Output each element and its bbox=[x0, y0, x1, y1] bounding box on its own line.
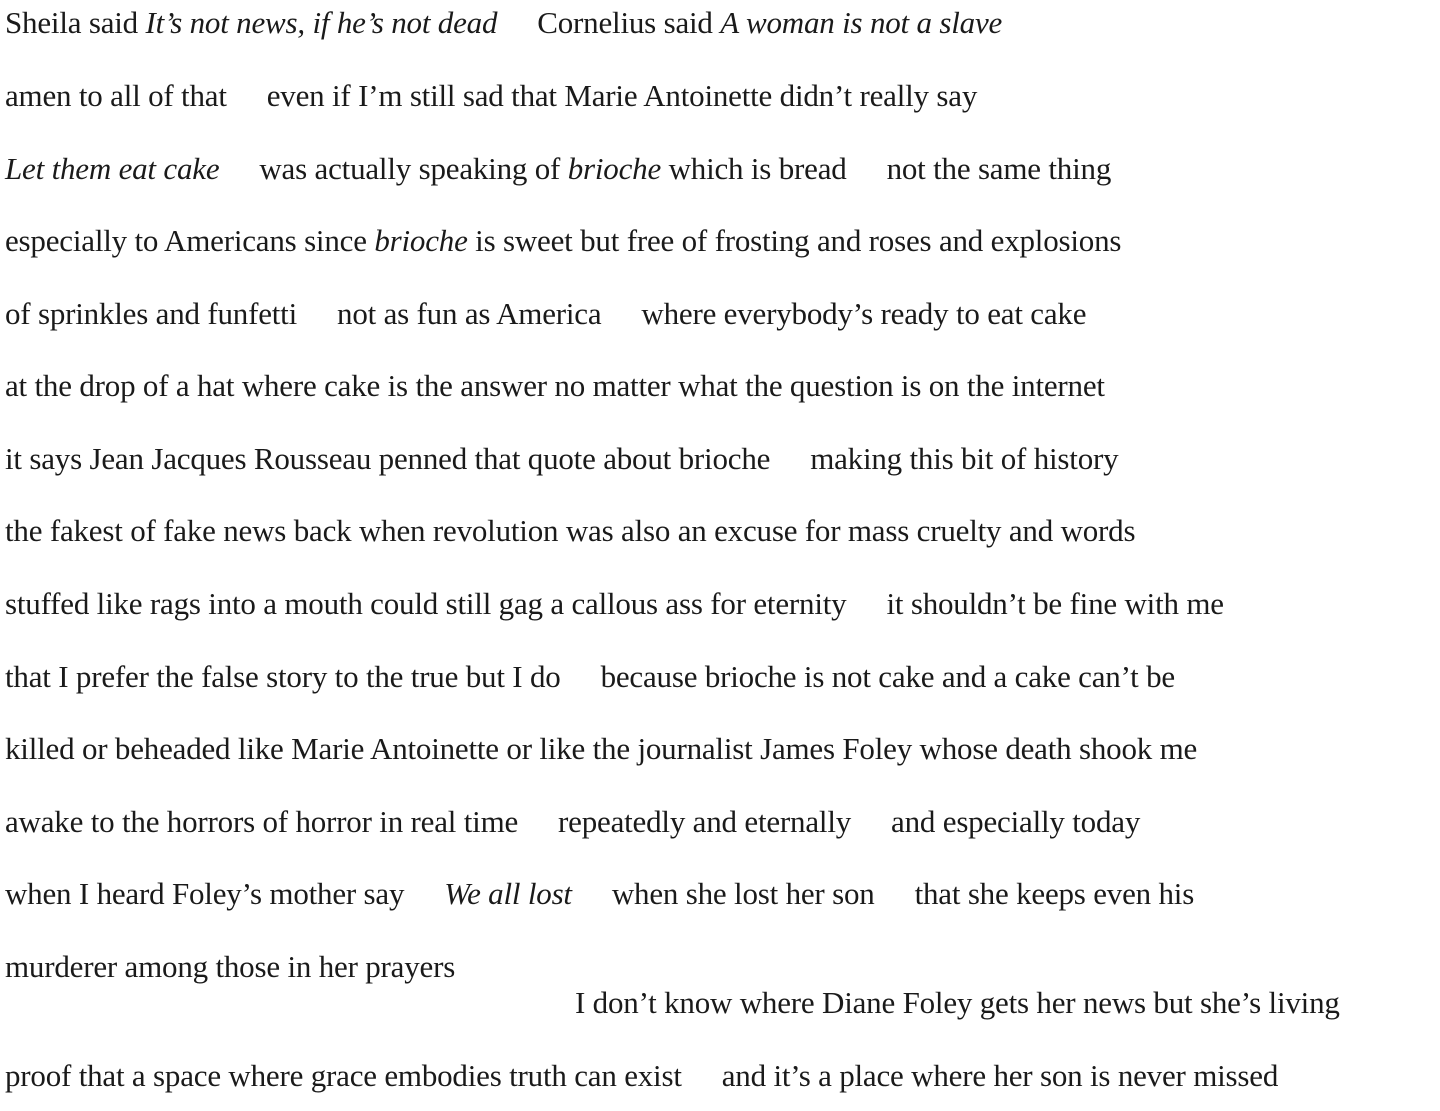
poem-italic-phrase: Let them eat cake bbox=[5, 151, 220, 186]
poem-line bbox=[5, 149, 1111, 189]
poem-italic-phrase: brioche bbox=[374, 223, 468, 258]
poem-line bbox=[5, 1056, 1278, 1096]
poem-phrase: even if I’m still sad that Marie Antoinette didn’t really say bbox=[266, 78, 978, 113]
poem-line bbox=[5, 802, 1140, 842]
poem-phrase: because brioche is not cake and a cake can’t be bbox=[600, 659, 1175, 694]
poem-line bbox=[5, 366, 1105, 406]
poem-phrase: when she lost her son bbox=[611, 876, 875, 911]
poem-phrase: that I prefer the false story to the true but I do bbox=[5, 659, 561, 694]
poem-line bbox=[5, 439, 1118, 479]
poem-italic-phrase: A woman is not a slave bbox=[720, 5, 1003, 40]
poem-phrase: Sheila said bbox=[5, 5, 146, 40]
poem-line bbox=[5, 947, 455, 987]
poem-phrase: the fakest of fake news back when revolution was also an excuse for mass cruelty and words bbox=[5, 513, 1136, 548]
poem-phrase: where everybody’s ready to eat cake bbox=[641, 296, 1087, 331]
poem-phrase: repeatedly and eternally bbox=[558, 804, 852, 839]
poem-italic-phrase: brioche bbox=[567, 151, 662, 186]
poem-phrase: amen to all of that bbox=[5, 78, 227, 113]
poem-italic-phrase: It’s not news, if he’s not dead bbox=[145, 5, 498, 40]
poem-phrase: I don’t know where Diane Foley gets her news but she’s living bbox=[575, 985, 1340, 1020]
poem-phrase: stuffed like rags into a mouth could still gag a callous ass for eternity bbox=[5, 586, 847, 621]
poem-line bbox=[5, 511, 1135, 551]
poem-phrase: that she keeps even his bbox=[914, 876, 1195, 911]
poem-phrase: of sprinkles and funfetti bbox=[5, 296, 298, 331]
poem-italic-phrase: We all lost bbox=[444, 876, 572, 911]
poem-phrase: when I heard Foley’s mother say bbox=[5, 876, 405, 911]
poem-phrase: murderer among those in her prayers bbox=[5, 949, 456, 984]
poem-phrase: it shouldn’t be fine with me bbox=[886, 586, 1224, 621]
poem-phrase: and especially today bbox=[891, 804, 1141, 839]
poem-phrase: not as fun as America bbox=[337, 296, 602, 331]
poem-phrase: is sweet but free of frosting and roses and explosions bbox=[467, 223, 1122, 258]
poem-line bbox=[5, 221, 1121, 261]
poem-phrase: was actually speaking of bbox=[259, 151, 568, 186]
poem-line bbox=[5, 584, 1224, 624]
poem-phrase: especially to Americans since bbox=[5, 223, 375, 258]
poem-line bbox=[5, 657, 1175, 697]
poem-phrase: making this bit of history bbox=[810, 441, 1119, 476]
poem-line bbox=[5, 3, 1002, 43]
poem-phrase: Cornelius said bbox=[537, 5, 721, 40]
poem-phrase: at the drop of a hat where cake is the answer no matter what the question is on the internet bbox=[5, 368, 1105, 403]
poem-line bbox=[5, 729, 1197, 769]
poem-phrase: it says Jean Jacques Rousseau penned that quote about brioche bbox=[5, 441, 771, 476]
poem-phrase: awake to the horrors of horror in real time bbox=[5, 804, 519, 839]
poem-line bbox=[575, 983, 1340, 1023]
poem-line bbox=[5, 76, 977, 116]
poem-phrase: which is bread bbox=[661, 151, 847, 186]
poem-line bbox=[5, 294, 1086, 334]
poem-phrase: proof that a space where grace embodies truth can exist bbox=[5, 1058, 682, 1093]
poem-phrase: not the same thing bbox=[886, 151, 1112, 186]
poem-phrase: killed or beheaded like Marie Antoinette or like the journalist James Foley whose death shook me bbox=[5, 731, 1198, 766]
poem-phrase: and it’s a place where her son is never missed bbox=[721, 1058, 1279, 1093]
poem-line bbox=[5, 874, 1194, 914]
